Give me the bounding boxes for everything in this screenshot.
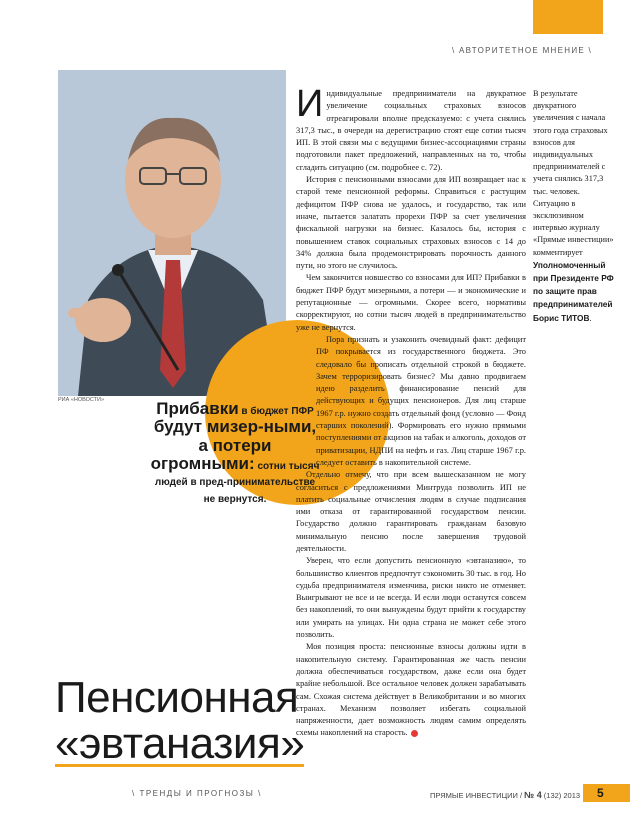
- article-paragraph: Отдельно отмечу, что при всем вышесказанном не могу согласиться с предложениями Минтруда позволить ИП не платить социальные отчисления людям в случае подписания ими отказа от гарантированной государством пенсии. Государство должно гарантировать гражданам базовую минимальную пенсию после завершения трудовой деятельности.: [296, 470, 526, 553]
- photo-credit: РИА «НОВОСТИ»: [58, 397, 105, 403]
- footer-section-label: \ ТРЕНДЫ И ПРОГНОЗЫ \: [132, 789, 262, 798]
- pullquote-part4: сотни тысяч людей в пред-принимательстве не вернутся.: [154, 460, 320, 505]
- page-number: 5: [583, 784, 630, 802]
- paragraph-text: ндивидуальные предприниматели на двукратное увеличение социальных страховых взносов отреагировали вполне предсказуемо: с учета снялись 317,3 тыс., в очереди на дерегистрацию стоят еще сотни тысяч ИП. В этой связи мы с ведущими бизнес-ассоциациями страны подготовили пакет предложений, направленных на то, чтобы сгладить ситуацию (см. подробнее с. 72).: [296, 89, 526, 172]
- lead-bold: Уполномоченный при Президенте РФ по защите прав предпринимателей Борис ТИТОВ: [533, 259, 614, 323]
- section-label: \ АВТОРИТЕТНОЕ МНЕНИЕ \: [452, 46, 593, 55]
- lead-text: В результате двукратного увеличения с начала этого года страховых взносов для индивидуальных предпринимателей с учета снялись 317,3 тыс. человек. Ситуацию в эксклюзивном интервью журналу «Прямые инвестиции» комментирует: [533, 89, 614, 257]
- orange-corner-tab: [533, 0, 603, 34]
- lead-end: .: [589, 313, 592, 323]
- paragraph-text: Моя позиция проста: пенсионные взносы должны идти в накопительную систему. Гарантированная же часть пенсии должна обеспечиваться государством, даже если она будет крайне небольшой. Все остальное человек должен зарабатывать сам. Схожая система действует в Великобритании и во многих странах. Механизм позволяет избегать социальной напряженности, дает возможность людям самим определять схемы накоплений на старость.: [296, 642, 526, 738]
- title-line-1: Пенсионная: [55, 673, 299, 722]
- article-paragraph: Чем закончится новшество со взносами для ИП? Прибавки в бюджет ПФР будут мизерными, а потери — и экономические и репутационные — огромными. Скорее всего, нормативы скорректируют, но сотни тысяч людей в предпринимательство уже не вернутся.: [296, 273, 526, 332]
- footer-magazine: [430, 790, 580, 800]
- issue-number: № 4: [524, 790, 542, 800]
- article-paragraph: [296, 641, 526, 739]
- pullquote-part2: в бюджет ПФР: [238, 406, 314, 417]
- magazine-name: ПРЯМЫЕ ИНВЕСТИЦИИ /: [430, 791, 525, 800]
- pullquote-part3: будут мизер-ными, а потери огромными:: [150, 417, 317, 473]
- drop-cap: И: [296, 83, 324, 125]
- title-line-2: «эвтаназия»: [55, 719, 305, 768]
- pull-quote: [150, 400, 320, 506]
- article-paragraph: История с пенсионными взносами для ИП возвращает нас к старой теме пенсионной реформы. Справиться с растущим дефицитом ПФР снова не удалось, и государство, так или иначе, пытается залатать прорехи ПФР за счет увеличения фискальной нагрузки на бизнес. Казалось бы, история с повышением ставок социальных страховых взносов с 14 до 34% должна была продемонстрировать порочность данного пути, но этого не случилось.: [296, 175, 526, 271]
- lead-sidebar: [533, 88, 615, 325]
- article-title: [55, 675, 305, 767]
- article-paragraph: [296, 83, 526, 174]
- article-body: [296, 83, 526, 740]
- article-paragraph: Уверен, что если допустить пенсионную «эвтаназию», то большинство клиентов предпочтут сэкономить 30 тыс. в год. Но судьба предпринимателя изменчива, риски никто не отменяет. Выигрывают не все и не всегда. И если люди останутся совсем без накоплений, то они вынуждены будут прийти к государству или умирать на улицах. Ни одна страна не может себе этого позволить.: [296, 556, 526, 640]
- pullquote-part1: Прибавки: [156, 399, 239, 418]
- article-paragraph: Пора признать и узаконить очевидный факт: дефицит ПФ покрывается из государственного бюджета. Это следовало бы прописать отдельной строкой в бюджете. Зачем терроризировать бизнес? Мы давно продвигаем идею разделить финансирование пенсий для действующих и будущих пенсионеров. Для лиц старше 1967 г.р. нужно создать отдельный фонд (условно — Фонд старших поколений). Формировать его нужно прямыми поступлениями от акцизов на табак и алкоголь, доходов от приватизации, НДПИ на нефть и газ. Лиц старше 1967 г.р. следует оставить в накопительной системе.: [316, 334, 526, 467]
- issue-rest: (132) 2013: [541, 791, 581, 800]
- end-mark-icon: [411, 730, 418, 737]
